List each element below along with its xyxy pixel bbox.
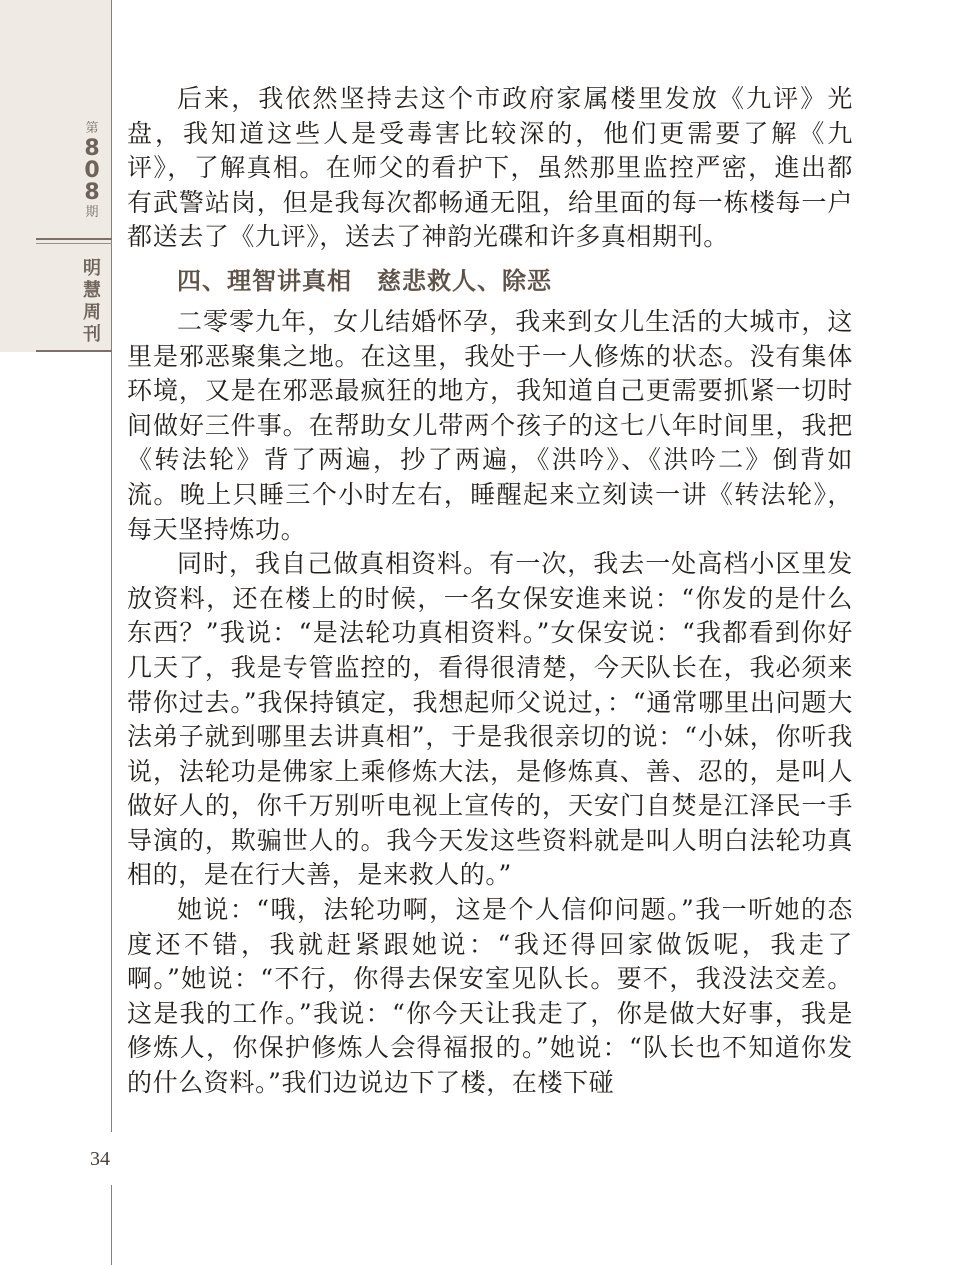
magazine-name-char: 明 — [83, 258, 101, 279]
section-heading: 四、理智讲真相 慈悲救人、除恶 — [177, 266, 552, 295]
sidebar-divider — [36, 238, 112, 240]
magazine-name — [76, 258, 108, 346]
margin-rule — [111, 352, 112, 1132]
margin-rule — [111, 1185, 112, 1265]
paragraph: 后来，我依然坚持去这个市政府家属楼里发放《九评》光盘，我知道这些人是受毒害比较深的，他们更需要了解《九评》，了解真相。在师父的看护下，虽然那里监控严密，進出都有武警站岗，但是我每次都畅通无阻，给里面的每一栋楼每一户都送去了《九评》，送去了神韵光碟和许多真相期刊。 — [127, 84, 853, 252]
issue-digit: 8 — [84, 136, 100, 161]
sidebar-tab — [0, 0, 112, 352]
issue-label — [72, 120, 112, 222]
page-number: 34 — [90, 1148, 110, 1170]
issue-prefix: 第 — [85, 121, 99, 136]
issue-digit: 8 — [84, 180, 100, 205]
paragraph: 同时，我自己做真相资料。有一次，我去一处高档小区里发放资料，还在楼上的时候，一名女保安進来说：“你发的是什么东西？”我说：“是法轮功真相资料。”女保安说：“我都看到你好几天了，我是专管监控的，看得很清楚，今天队长在，我必须来带你过去。”我保持镇定，我想起师父说过，：“通常哪里出问题大法弟子就到哪里去讲真相”，于是我很亲切的说：“小妹，你听我说，法轮功是佛家上乘修炼大法，是修炼真、善、忍的，是叫人做好人的，你千万别听电视上宣传的，天安门自焚是江泽民一手导演的，欺骗世人的。我今天发这些资料就是叫人明白法轮功真相的，是在行大善，是来救人的。” — [127, 549, 853, 890]
magazine-name-char: 慧 — [83, 280, 101, 301]
magazine-name-char: 刊 — [83, 324, 101, 345]
paragraph: 她说：“哦，法轮功啊，这是个人信仰问题。”我一听她的态度还不错，我就赶紧跟她说：“我还得回家做饭呢，我走了啊。”她说：“不行，你得去保安室见队长。要不，我没法交差。这是我的工作。”我说：“你今天让我走了，你是做大好事，我是修炼人，你保护修炼人会得福报的。”她说：“队长也不知道你发的什么资料。”我们边说边下了楼，在楼下碰 — [127, 895, 853, 1098]
sidebar-divider — [36, 350, 112, 352]
magazine-name-char: 周 — [83, 302, 101, 323]
sidebar-divider — [36, 243, 112, 244]
issue-digit: 0 — [84, 158, 100, 183]
paragraph: 二零零九年，女儿结婚怀孕，我来到女儿生活的大城市，这里是邪恶聚集之地。在这里，我处于一人修炼的状态。没有集体环境，又是在邪恶最疯狂的地方，我知道自己更需要抓紧一切时间做好三件事。在帮助女儿带两个孩子的这七八年时间里，我把《转法轮》背了两遍，抄了两遍，《洪吟》、《洪吟二》倒背如流。晚上只睡三个小时左右，睡醒起来立刻读一讲《转法轮》，每天坚持炼功。 — [127, 306, 853, 544]
issue-suffix: 期 — [85, 205, 99, 220]
article-body — [127, 82, 853, 1101]
